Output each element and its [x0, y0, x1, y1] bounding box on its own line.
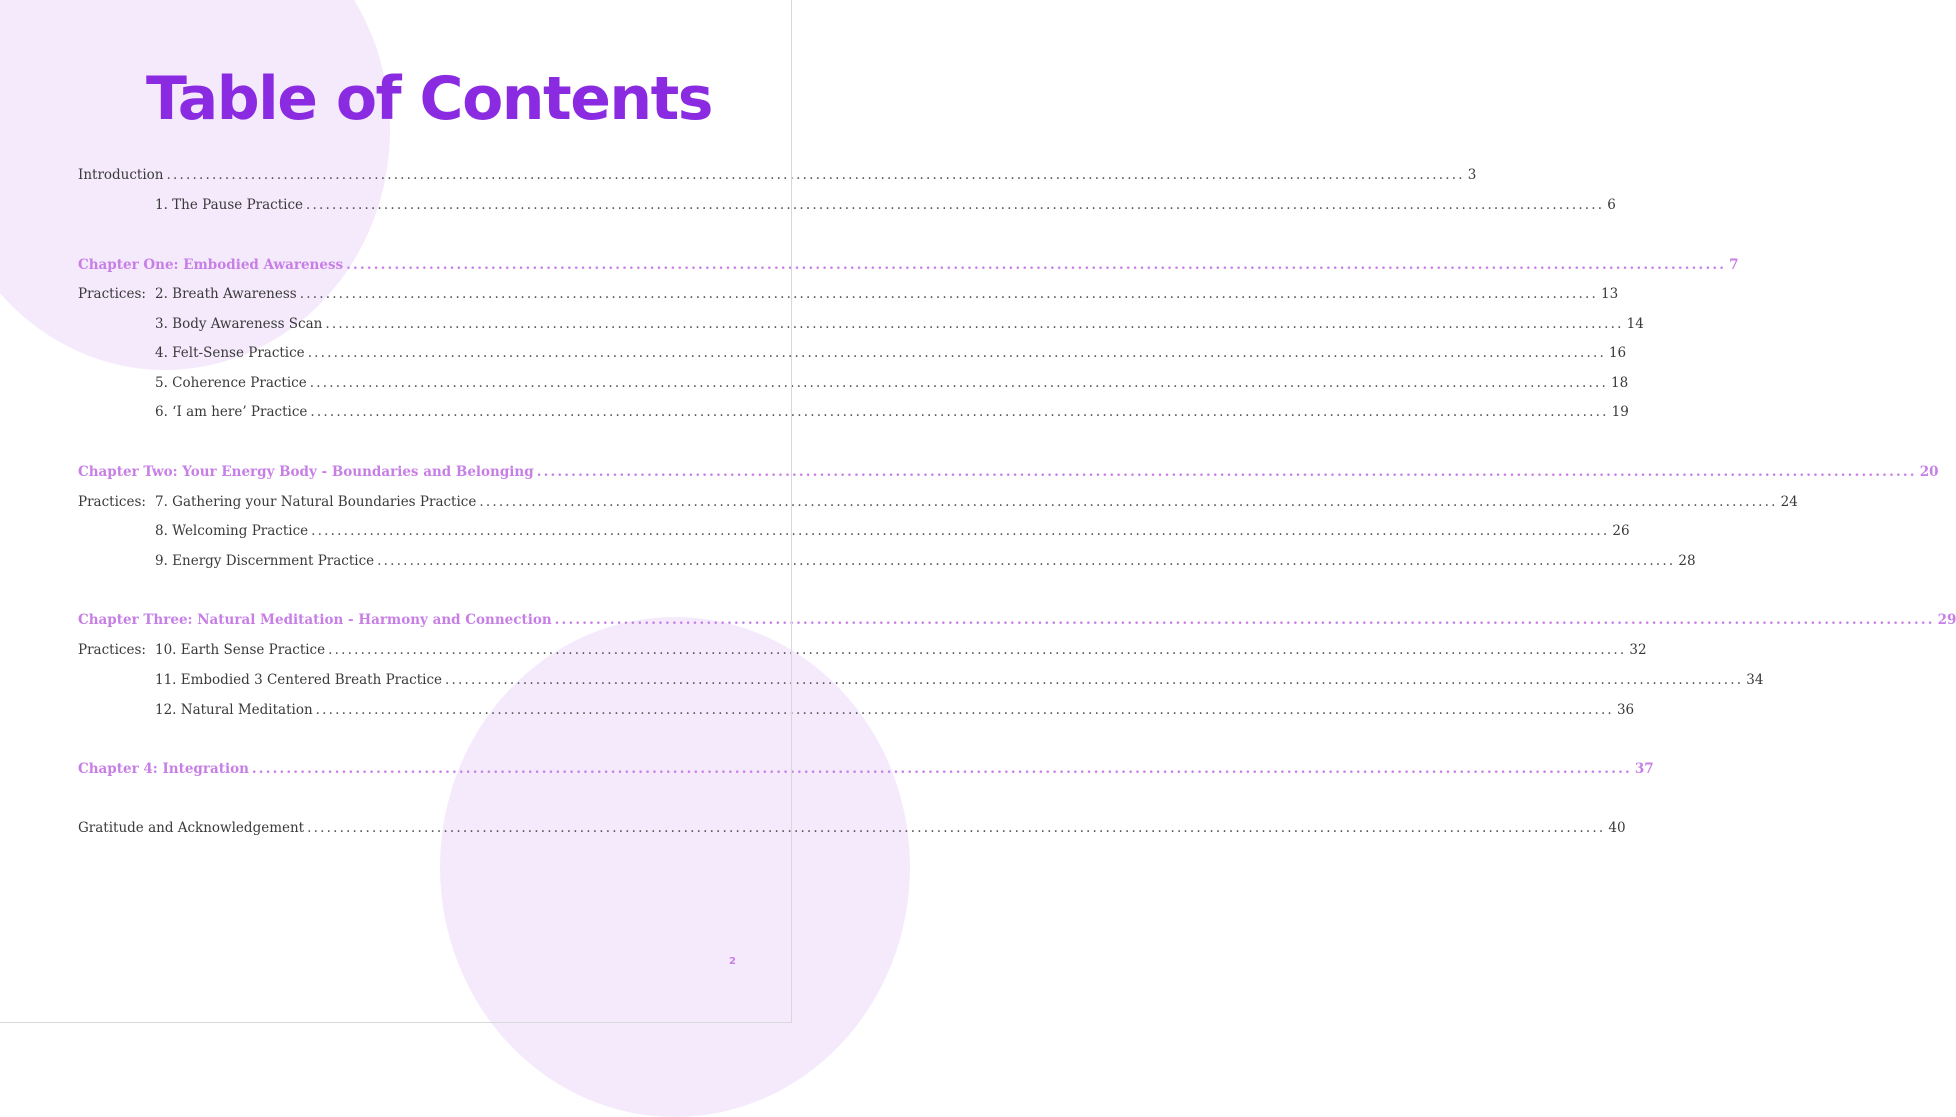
toc-entry-natural-boundaries[interactable]	[78, 494, 1798, 516]
toc-page-number: 37	[1634, 761, 1654, 777]
dot-leader: ........................................................................................................................................................................................................	[328, 642, 1627, 658]
toc-chapter-label: Chapter Two: Your Energy Body - Boundaries and Belonging	[78, 464, 534, 480]
toc-entry-label: 3. Body Awareness Scan	[155, 316, 323, 332]
toc-entry-natural-meditation[interactable]	[78, 702, 1635, 724]
dot-leader: ........................................................................................................................................................................................................	[251, 761, 1632, 777]
toc-entry-label: 5. Coherence Practice	[155, 375, 307, 391]
toc-chapter-one[interactable]	[78, 257, 1739, 279]
dot-leader: ........................................................................................................................................................................................................	[307, 345, 1606, 361]
dot-leader: ........................................................................................................................................................................................................	[166, 167, 1465, 183]
dot-leader: ........................................................................................................................................................................................................	[377, 553, 1676, 569]
toc-entry-label: 11. Embodied 3 Centered Breath Practice	[155, 672, 443, 688]
toc-entry-felt-sense-practice[interactable]	[78, 345, 1627, 367]
toc-entry-label: 9. Energy Discernment Practice	[155, 553, 375, 569]
toc-page-number: 40	[1608, 820, 1626, 836]
dot-leader: ........................................................................................................................................................................................................	[310, 404, 1609, 420]
practices-prefix: Practices:	[78, 642, 146, 658]
toc-entry-label: 2. Breath Awareness	[155, 286, 297, 302]
toc-entry-label: 1. The Pause Practice	[155, 197, 304, 213]
toc-entry-label: 6. ‘I am here’ Practice	[155, 404, 308, 420]
toc-page-number: 6	[1607, 197, 1616, 213]
dot-leader: ........................................................................................................................................................................................................	[306, 197, 1605, 213]
toc-chapter-label: Chapter Three: Natural Meditation - Harmony and Connection	[78, 612, 552, 628]
dot-leader: ........................................................................................................................................................................................................	[325, 316, 1624, 332]
toc-page-number: 3	[1467, 167, 1477, 183]
toc-entry-label: 4. Felt-Sense Practice	[155, 345, 305, 361]
toc-entry-label: 10. Earth Sense Practice	[155, 642, 326, 658]
dot-leader: ........................................................................................................................................................................................................	[309, 375, 1608, 391]
toc-chapter-label: Chapter One: Embodied Awareness	[78, 257, 344, 273]
toc-chapter-two[interactable]	[78, 464, 1939, 486]
toc-page-number: 28	[1678, 553, 1696, 569]
dot-leader: ........................................................................................................................................................................................................	[315, 702, 1614, 718]
dot-leader: ........................................................................................................................................................................................................	[299, 286, 1598, 302]
toc-entry-label: 7. Gathering your Natural Boundaries Practice	[155, 494, 477, 510]
toc-entry-welcoming-practice[interactable]	[78, 523, 1630, 545]
toc-page-number: 24	[1780, 494, 1798, 510]
toc-page-number: 13	[1601, 286, 1619, 302]
toc-page-number: 14	[1626, 316, 1644, 332]
toc-page-number: 26	[1612, 523, 1630, 539]
toc-page-number: 16	[1608, 345, 1627, 361]
toc-entry-label: 8. Welcoming Practice	[155, 523, 309, 539]
toc-page-number: 18	[1611, 375, 1629, 391]
toc-page-number: 32	[1629, 642, 1647, 658]
dot-leader: ........................................................................................................................................................................................................	[311, 523, 1610, 539]
toc-entry-centered-breath[interactable]	[78, 672, 1764, 694]
toc-page-number: 29	[1937, 612, 1956, 628]
toc-entry-pause-practice[interactable]	[78, 197, 1616, 219]
practices-prefix: Practices:	[78, 286, 146, 302]
page-title: Table of Contents	[146, 64, 712, 134]
toc-page-number: 34	[1746, 672, 1764, 688]
toc-entry-label: Gratitude and Acknowledgement	[78, 820, 305, 836]
toc-entry-breath-awareness[interactable]	[78, 286, 1619, 308]
toc-entry-coherence-practice[interactable]	[78, 375, 1629, 397]
toc-chapter-four[interactable]	[78, 761, 1654, 783]
toc-page-number: 7	[1729, 257, 1739, 273]
dot-leader: ........................................................................................................................................................................................................	[346, 257, 1727, 273]
page-number: 2	[729, 956, 736, 967]
toc-chapter-three[interactable]	[78, 612, 1956, 634]
toc-page-number: 19	[1611, 404, 1629, 420]
toc-page-number: 36	[1616, 702, 1635, 718]
practices-prefix: Practices:	[78, 494, 146, 510]
toc-entry-label: 12. Natural Meditation	[155, 702, 313, 718]
dot-leader: ........................................................................................................................................................................................................	[445, 672, 1744, 688]
dot-leader: ........................................................................................................................................................................................................	[307, 820, 1606, 836]
toc-entry-earth-sense[interactable]	[78, 642, 1647, 664]
toc-entry-label: Introduction	[78, 167, 164, 183]
dot-leader: ........................................................................................................................................................................................................	[536, 464, 1917, 480]
toc-entry-introduction[interactable]	[78, 167, 1477, 189]
dot-leader: ........................................................................................................................................................................................................	[554, 612, 1935, 628]
toc-entry-energy-discernment[interactable]	[78, 553, 1696, 575]
toc-entry-body-awareness-scan[interactable]	[78, 316, 1644, 338]
toc-page-number: 20	[1919, 464, 1939, 480]
toc-chapter-label: Chapter 4: Integration	[78, 761, 249, 777]
toc-entry-gratitude[interactable]	[78, 820, 1626, 842]
toc-entry-i-am-here-practice[interactable]	[78, 404, 1629, 426]
dot-leader: ........................................................................................................................................................................................................	[479, 494, 1778, 510]
